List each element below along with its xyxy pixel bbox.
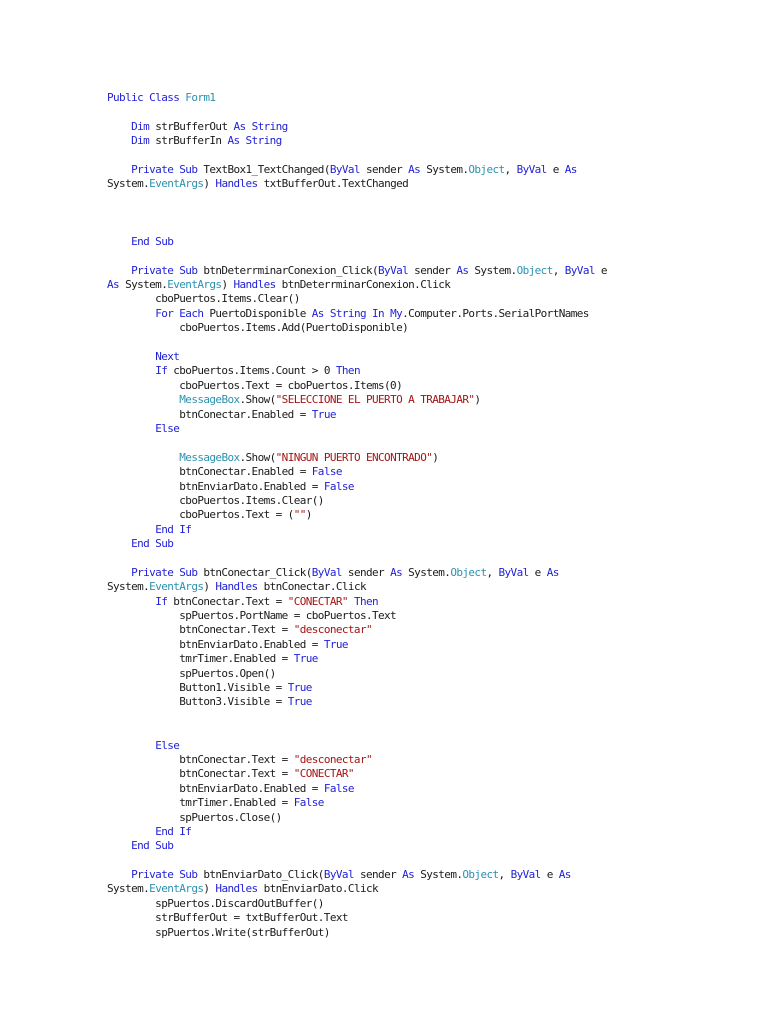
code-token: strBufferOut bbox=[149, 119, 234, 133]
code-token: ) bbox=[305, 508, 312, 522]
string-token: "desconectar" bbox=[293, 752, 372, 766]
keyword-token: True bbox=[287, 681, 312, 695]
keyword-token: ByVal bbox=[564, 263, 595, 277]
code-token: sender bbox=[353, 868, 403, 882]
code-token bbox=[107, 595, 155, 608]
code-token: sender bbox=[408, 263, 457, 277]
code-token: Button3.Visible = bbox=[107, 695, 288, 709]
code-line bbox=[107, 825, 667, 839]
code-token: btnConectar.Text = bbox=[107, 767, 294, 781]
keyword-token: As bbox=[564, 162, 577, 176]
code-line bbox=[107, 811, 667, 825]
keyword-token: True bbox=[323, 637, 348, 651]
keyword-token: End If bbox=[155, 824, 192, 838]
keyword-token: Dim bbox=[131, 119, 150, 133]
keyword-token: As bbox=[390, 565, 403, 579]
keyword-token: If bbox=[155, 594, 168, 608]
code-token: btnEnviarDato.Click bbox=[257, 882, 379, 896]
keyword-token: As bbox=[408, 162, 421, 176]
code-token: cboPuertos.Text = cboPuertos.Items(0) bbox=[107, 378, 403, 392]
code-listing bbox=[107, 91, 667, 940]
code-line bbox=[107, 465, 667, 479]
code-token: spPuertos.PortName = cboPuertos.Text bbox=[107, 609, 397, 623]
code-line bbox=[107, 566, 667, 580]
code-token: , bbox=[486, 565, 499, 579]
type-token: Object bbox=[468, 162, 505, 176]
keyword-token: End If bbox=[155, 522, 192, 536]
code-token: tmrTimer.Enabled = bbox=[107, 652, 294, 666]
code-token: strBufferOut = txtBufferOut.Text bbox=[107, 911, 348, 925]
code-token: cboPuertos.Items.Count > 0 bbox=[167, 364, 336, 378]
keyword-token: Handles bbox=[215, 177, 258, 191]
code-token: System. bbox=[107, 177, 150, 191]
code-token bbox=[107, 825, 155, 838]
code-token: btnConectar.Enabled = bbox=[107, 465, 312, 479]
code-line bbox=[107, 249, 667, 263]
code-token: ) bbox=[203, 580, 216, 594]
code-line bbox=[107, 753, 667, 767]
keyword-token: Handles bbox=[233, 278, 276, 292]
code-token: , bbox=[498, 868, 511, 882]
type-token: EventArgs bbox=[167, 278, 222, 292]
code-token: , bbox=[552, 263, 565, 277]
code-token bbox=[107, 134, 131, 147]
keyword-token: End Sub bbox=[131, 234, 174, 248]
code-line bbox=[107, 681, 667, 695]
code-line bbox=[107, 408, 667, 422]
keyword-token: Next bbox=[155, 350, 180, 364]
code-token: sender bbox=[359, 162, 409, 176]
code-token bbox=[107, 451, 179, 464]
code-token: txtBufferOut.TextChanged bbox=[257, 177, 409, 191]
code-token: ) bbox=[432, 450, 439, 464]
keyword-token: ByVal bbox=[323, 868, 354, 882]
code-line bbox=[107, 393, 667, 407]
code-token: e bbox=[546, 162, 565, 176]
keyword-token: ByVal bbox=[329, 162, 360, 176]
code-line bbox=[107, 221, 667, 235]
keyword-token: ByVal bbox=[510, 868, 541, 882]
code-token: System. bbox=[420, 162, 469, 176]
code-line bbox=[107, 739, 667, 753]
keyword-token: False bbox=[311, 465, 342, 479]
keyword-token: As String bbox=[233, 119, 288, 133]
keyword-token: As bbox=[546, 565, 559, 579]
code-line bbox=[107, 480, 667, 494]
code-line bbox=[107, 897, 667, 911]
code-token bbox=[107, 839, 131, 852]
type-token: Form1 bbox=[185, 91, 216, 104]
keyword-token: Private Sub bbox=[131, 162, 198, 176]
code-line bbox=[107, 782, 667, 796]
keyword-token: False bbox=[293, 796, 324, 810]
code-token: e bbox=[594, 263, 607, 277]
string-token: "CONECTAR" bbox=[293, 767, 354, 781]
code-line bbox=[107, 177, 667, 191]
code-token: cboPuertos.Items.Clear() bbox=[107, 493, 324, 507]
keyword-token: As bbox=[402, 868, 415, 882]
keyword-token: False bbox=[323, 781, 354, 795]
code-token bbox=[107, 350, 155, 363]
code-line bbox=[107, 854, 667, 868]
keyword-token: As bbox=[456, 263, 469, 277]
keyword-token: True bbox=[287, 695, 312, 709]
code-token: System. bbox=[414, 868, 463, 882]
code-line bbox=[107, 839, 667, 853]
code-token bbox=[107, 364, 155, 377]
code-token: btnConectar.Text = bbox=[107, 623, 294, 637]
keyword-token: Then bbox=[335, 364, 360, 378]
type-token: EventArgs bbox=[149, 177, 204, 191]
code-token bbox=[107, 868, 131, 881]
keyword-token: Handles bbox=[215, 882, 258, 896]
string-token: "SELECCIONE EL PUERTO A TRABAJAR" bbox=[275, 393, 475, 407]
code-token: cboPuertos.Items.Add(PuertoDisponible) bbox=[107, 321, 409, 335]
code-token: ) bbox=[203, 177, 216, 191]
code-token bbox=[107, 422, 155, 435]
keyword-token: Private Sub bbox=[131, 565, 198, 579]
code-line bbox=[107, 206, 667, 220]
code-token bbox=[107, 537, 131, 550]
type-token: EventArgs bbox=[149, 580, 204, 594]
code-token bbox=[107, 120, 131, 133]
code-token: Button1.Visible = bbox=[107, 681, 288, 695]
code-token bbox=[107, 264, 131, 277]
type-token: MessageBox bbox=[179, 450, 240, 464]
code-token: tmrTimer.Enabled = bbox=[107, 796, 294, 810]
code-token: .Show( bbox=[239, 393, 276, 407]
code-token: ) bbox=[221, 278, 234, 292]
type-token: MessageBox bbox=[179, 393, 240, 407]
code-line bbox=[107, 710, 667, 724]
code-line bbox=[107, 868, 667, 882]
code-line bbox=[107, 552, 667, 566]
code-token: btnEnviarDato.Enabled = bbox=[107, 781, 324, 795]
code-token: System. bbox=[119, 278, 168, 292]
code-token: cboPuertos.Items.Clear() bbox=[107, 292, 300, 306]
code-token: spPuertos.Write(strBufferOut) bbox=[107, 925, 330, 939]
keyword-token: Handles bbox=[215, 580, 258, 594]
code-line bbox=[107, 278, 667, 292]
code-token: System. bbox=[107, 580, 150, 594]
keyword-token: As String In My bbox=[311, 306, 403, 320]
keyword-token: As bbox=[107, 278, 120, 292]
code-token: btnConectar.Click bbox=[257, 580, 366, 594]
keyword-token: ByVal bbox=[498, 565, 529, 579]
keyword-token: True bbox=[293, 652, 318, 666]
code-token bbox=[107, 307, 155, 320]
code-token: btnConectar.Text = bbox=[167, 594, 288, 608]
code-line bbox=[107, 105, 667, 119]
code-line bbox=[107, 494, 667, 508]
code-token: ) bbox=[203, 882, 216, 896]
code-token: btnDeterrminarConexion_Click( bbox=[197, 263, 379, 277]
code-line bbox=[107, 379, 667, 393]
code-line bbox=[107, 638, 667, 652]
code-token: .Show( bbox=[239, 450, 276, 464]
code-token bbox=[107, 566, 131, 579]
code-line bbox=[107, 667, 667, 681]
keyword-token: False bbox=[323, 479, 354, 493]
keyword-token: Dim bbox=[131, 134, 150, 148]
code-line bbox=[107, 911, 667, 925]
code-token bbox=[107, 235, 131, 248]
code-token: ) bbox=[474, 393, 481, 407]
code-token bbox=[107, 739, 155, 752]
code-line bbox=[107, 724, 667, 738]
keyword-token: As String bbox=[227, 134, 282, 148]
code-line bbox=[107, 767, 667, 781]
code-token: btnConectar.Text = bbox=[107, 752, 294, 766]
code-line bbox=[107, 652, 667, 666]
code-line bbox=[107, 595, 667, 609]
code-line bbox=[107, 796, 667, 810]
code-line bbox=[107, 580, 667, 594]
code-token: System. bbox=[107, 882, 150, 896]
keyword-token: End Sub bbox=[131, 839, 174, 853]
code-token: strBufferIn bbox=[149, 134, 228, 148]
keyword-token: As bbox=[558, 868, 571, 882]
code-line bbox=[107, 364, 667, 378]
code-token: , bbox=[504, 162, 517, 176]
string-token: "NINGUN PUERTO ENCONTRADO" bbox=[275, 450, 433, 464]
code-line bbox=[107, 609, 667, 623]
code-line bbox=[107, 350, 667, 364]
code-line bbox=[107, 695, 667, 709]
code-token: btnConectar.Enabled = bbox=[107, 407, 312, 421]
code-line bbox=[107, 292, 667, 306]
keyword-token: For Each bbox=[155, 306, 204, 320]
keyword-token: Private Sub bbox=[131, 868, 198, 882]
code-token: e bbox=[528, 565, 547, 579]
keyword-token: True bbox=[311, 407, 336, 421]
code-token bbox=[107, 163, 131, 176]
code-line bbox=[107, 508, 667, 522]
code-line bbox=[107, 537, 667, 551]
code-token: spPuertos.Close() bbox=[107, 810, 282, 824]
code-line bbox=[107, 336, 667, 350]
type-token: EventArgs bbox=[149, 882, 204, 896]
keyword-token: Else bbox=[155, 738, 180, 752]
code-token: btnConectar_Click( bbox=[197, 565, 312, 579]
string-token: "CONECTAR" bbox=[287, 594, 348, 608]
code-token: btnDeterrminarConexion.Click bbox=[275, 278, 451, 292]
code-token bbox=[107, 393, 179, 406]
code-token: cboPuertos.Text = ( bbox=[107, 508, 294, 522]
code-line bbox=[107, 882, 667, 896]
code-line bbox=[107, 523, 667, 537]
code-token: btnEnviarDato.Enabled = bbox=[107, 479, 324, 493]
code-line bbox=[107, 307, 667, 321]
code-line bbox=[107, 321, 667, 335]
code-line bbox=[107, 235, 667, 249]
code-token: System. bbox=[402, 565, 451, 579]
string-token: "" bbox=[293, 508, 306, 522]
keyword-token: ByVal bbox=[516, 162, 547, 176]
code-line bbox=[107, 134, 667, 148]
code-token: PuertoDisponible bbox=[203, 306, 312, 320]
keyword-token: ByVal bbox=[311, 565, 342, 579]
code-line bbox=[107, 91, 667, 105]
code-token: btnEnviarDato.Enabled = bbox=[107, 637, 324, 651]
code-line bbox=[107, 120, 667, 134]
code-token bbox=[107, 523, 155, 536]
code-line bbox=[107, 149, 667, 163]
code-token: sender bbox=[341, 565, 391, 579]
code-line bbox=[107, 264, 667, 278]
type-token: Object bbox=[516, 263, 553, 277]
code-line bbox=[107, 422, 667, 436]
keyword-token: Private Sub bbox=[131, 263, 198, 277]
code-line bbox=[107, 451, 667, 465]
keyword-token: Else bbox=[155, 421, 180, 435]
code-token: .Computer.Ports.SerialPortNames bbox=[402, 306, 589, 320]
type-token: Object bbox=[450, 565, 487, 579]
code-line bbox=[107, 926, 667, 940]
keyword-token: If bbox=[155, 364, 168, 378]
code-line bbox=[107, 436, 667, 450]
code-token: spPuertos.DiscardOutBuffer() bbox=[107, 896, 324, 910]
code-token: spPuertos.Open() bbox=[107, 666, 276, 680]
code-token: btnEnviarDato_Click( bbox=[197, 868, 324, 882]
string-token: "desconectar" bbox=[293, 623, 372, 637]
code-line bbox=[107, 192, 667, 206]
code-token: TextBox1_TextChanged( bbox=[197, 162, 330, 176]
code-line bbox=[107, 163, 667, 177]
code-token: e bbox=[540, 868, 559, 882]
type-token: Object bbox=[462, 868, 499, 882]
code-line bbox=[107, 623, 667, 637]
code-token: System. bbox=[468, 263, 517, 277]
keyword-token: Then bbox=[353, 594, 379, 608]
keyword-token: ByVal bbox=[378, 263, 409, 277]
keyword-token: Public Class bbox=[107, 91, 186, 104]
keyword-token: End Sub bbox=[131, 537, 174, 551]
